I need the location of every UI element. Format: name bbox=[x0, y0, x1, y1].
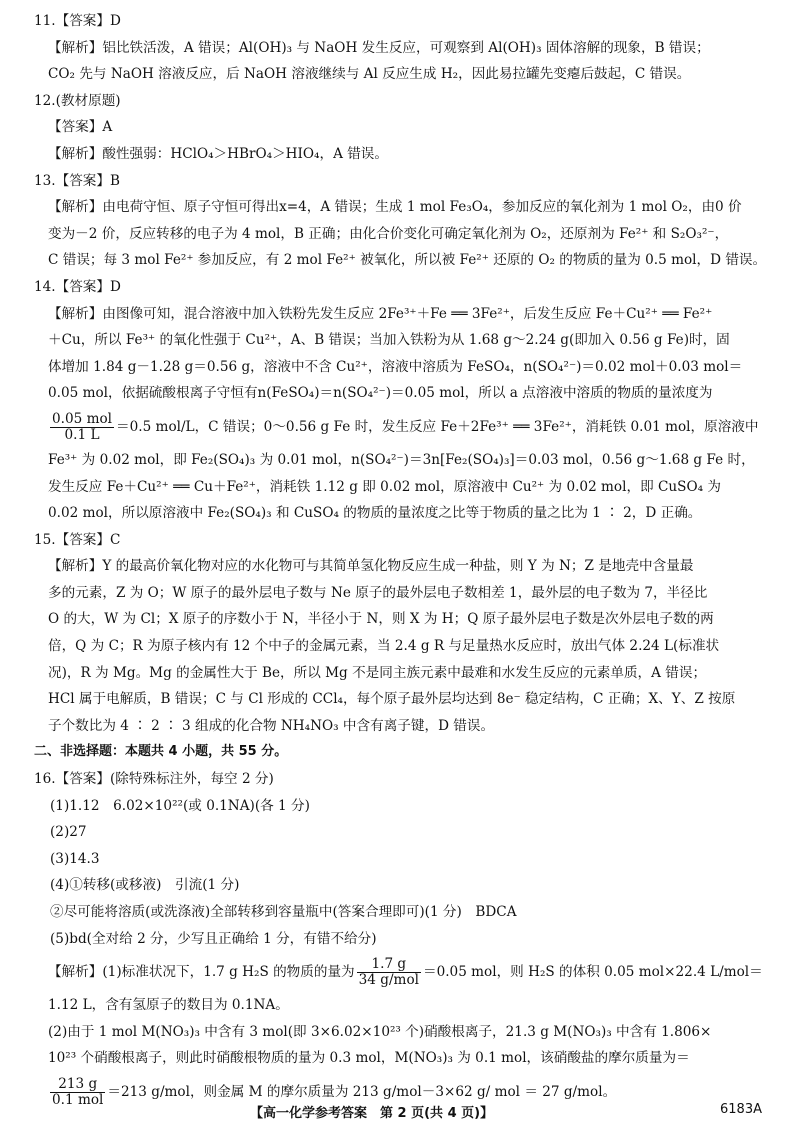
q14-explanation-7: 发生反应 Fe＋Cu²⁺ ══ Cu＋Fe²⁺，消耗铁 1.12 g 即 0.02 mol，原溶液中 Cu²⁺ 为 0.02 mol，即 CuSO₄ 为 bbox=[48, 478, 721, 495]
q16-answer-4b: ②尽可能将溶质(或洗涤液)全部转移到容量瓶中(答案合理即可)(1 分) BDCA bbox=[50, 904, 517, 920]
q16-explanation-1 bbox=[34, 952, 780, 992]
q16-explanation-1b: ＝0.05 mol，则 H₂S 的体积 0.05 mol×22.4 L/mol＝ bbox=[422, 964, 763, 981]
fraction-numerator: 1.7 g bbox=[357, 957, 421, 973]
q11-heading: 11.【答案】D bbox=[34, 13, 121, 29]
q15-explanation-5: 况)，R 为 Mg。Mg 的金属性大于 Be，所以 Mg 不是同主族元素中最难和水发生反应的元素单质，A 错误； bbox=[48, 664, 707, 681]
q14-explanation-6: Fe³⁺ 为 0.02 mol，即 Fe₂(SO₄)₃ 为 0.01 mol，n(SO₄²⁻)＝3n[Fe₂(SO₄)₃]＝0.03 mol，0.56 g～1.68 g Fe 时， bbox=[48, 451, 755, 468]
q13-heading: 13.【答案】B bbox=[34, 172, 120, 189]
q15-explanation-2: 多的元素，Z 为 O；W 原子的最外层电子数与 Ne 原子的最外层电子数相差 1，最外层的电子数为 7，半径比 bbox=[48, 584, 708, 601]
q16-answer-4: (4)①转移(或移液) 引流(1 分) bbox=[50, 877, 240, 894]
q16-answer-3: (3)14.3 bbox=[50, 850, 100, 867]
q11-explanation-1: 【解析】铝比铁活泼，A 错误；Al(OH)₃ 与 NaOH 发生反应，可观察到 Al(OH)₃ 固体溶解的现象，B 错误； bbox=[48, 39, 710, 56]
q15-explanation-6: HCl 属于电解质，B 错误；C 与 Cl 形成的 CCl₄，每个原子最外层均达到 8e⁻ 稳定结构，C 正确；X、Y、Z 按原 bbox=[48, 691, 736, 708]
q15-explanation-1: 【解析】Y 的最高价氧化物对应的水化物可与其简单氢化物反应生成一种盐，则 Y 为 N；Z 是地壳中含量最 bbox=[48, 558, 694, 575]
fraction-molar-mass bbox=[50, 1077, 105, 1108]
q14-explanation-8: 0.02 mol，所以原溶液中 Fe₂(SO₄)₃ 和 CuSO₄ 的物质的量浓度之比等于物质的量之比为 1 ∶ 2，D 正确。 bbox=[48, 505, 702, 522]
footer-page-info: 【高一化学参考答案 第 2 页(共 4 页)】 bbox=[250, 1106, 494, 1121]
fraction-denominator: 0.1 L bbox=[64, 426, 100, 443]
q16-explanation-2: 1.12 L，含有氢原子的数目为 0.1NA。 bbox=[48, 997, 289, 1014]
q15-explanation-3: O 的大，W 为 Cl；X 原子的序数小于 N，半径小于 N，则 X 为 H；Q 原子最外层电子数是次外层电子数的两 bbox=[48, 611, 714, 628]
q12-explanation-1: 【解析】酸性强弱：HClO₄＞HBrO₄＞HIO₄，A 错误。 bbox=[48, 145, 388, 162]
q16-explanation-4: 10²³ 个硝酸根离子，则此时硝酸根物质的量为 0.3 mol，M(NO₃)₃ 为 0.1 mol，该硝酸盐的摩尔质量为＝ bbox=[48, 1050, 690, 1067]
fraction-moles bbox=[357, 957, 421, 988]
q12-heading: 12.(教材原题) bbox=[34, 92, 121, 109]
q16-explanation-1a: 【解析】(1)标准状况下，1.7 g H₂S 的物质的量为 bbox=[48, 964, 355, 981]
q15-explanation-7: 子个数比为 4 ∶ 2 ∶ 3 组成的化合物 NH₄NO₃ 中含有离子键，D 错误。 bbox=[48, 717, 495, 734]
q13-explanation-3: C 错误；每 3 mol Fe²⁺ 参加反应，有 2 mol Fe²⁺ 被氧化，所以被 Fe²⁺ 还原的 O₂ 的物质的量为 0.5 mol，D 错误。 bbox=[48, 252, 767, 269]
q16-answer-1: (1)1.12 6.02×10²²(或 0.1NA)(各 1 分) bbox=[50, 797, 310, 814]
q16-explanation-5-text: ＝213 g/mol，则金属 M 的摩尔质量为 213 g/mol－3×62 g/ mol ＝ 27 g/mol。 bbox=[107, 1083, 617, 1100]
q14-explanation-5-text: ＝0.5 mol/L，C 错误；0～0.56 g Fe 时，发生反应 Fe＋2Fe³⁺ ══ 3Fe²⁺，消耗铁 0.01 mol，原溶液中 bbox=[116, 418, 759, 435]
q16-explanation-3: (2)由于 1 mol M(NO₃)₃ 中含有 3 mol(即 3×6.02×10²³ 个)硝酸根离子，21.3 g M(NO₃)₃ 中含有 1.806× bbox=[48, 1023, 712, 1040]
q16-answer-5: (5)bd(全对给 2 分，少写且正确给 1 分，有错不给分) bbox=[50, 930, 377, 947]
q16-answer-2: (2)27 bbox=[50, 824, 87, 841]
q12-answer: 【答案】A bbox=[48, 119, 113, 136]
q14-heading: 14.【答案】D bbox=[34, 278, 121, 295]
footer-code: 6183A bbox=[720, 1102, 762, 1117]
fraction-numerator: 213 g bbox=[50, 1077, 105, 1093]
fraction-denominator: 34 g/mol bbox=[358, 972, 419, 989]
fraction-concentration bbox=[50, 412, 114, 443]
fraction-denominator: 0.1 mol bbox=[52, 1091, 104, 1108]
q11-explanation-2: CO₂ 先与 NaOH 溶液反应，后 NaOH 溶液继续与 Al 反应生成 H₂，因此易拉罐先变瘪后鼓起，C 错误。 bbox=[48, 66, 691, 83]
q14-explanation-3: 体增加 1.84 g－1.28 g＝0.56 g，溶液中不含 Cu²⁺，溶液中溶质为 FeSO₄，n(SO₄²⁻)＝0.02 mol＋0.03 mol＝ bbox=[48, 358, 743, 375]
q15-heading: 15.【答案】C bbox=[34, 531, 121, 548]
q14-explanation-1: 【解析】由图像可知，混合溶液中加入铁粉先发生反应 2Fe³⁺＋Fe ══ 3Fe²⁺，后发生反应 Fe＋Cu²⁺ ══ Fe²⁺ bbox=[48, 305, 713, 322]
q14-explanation-5 bbox=[34, 407, 780, 447]
q14-explanation-2: ＋Cu，所以 Fe³⁺ 的氧化性强于 Cu²⁺，A、B 错误；当加入铁粉为从 1.68 g～2.24 g(即加入 0.56 g Fe)时，固 bbox=[48, 332, 730, 349]
q16-heading: 16.【答案】(除特殊标注外，每空 2 分) bbox=[34, 771, 274, 788]
q15-explanation-4: 倍，Q 为 C；R 为原子核内有 12 个中子的金属元素，当 2.4 g R 与足量热水反应时，放出气体 2.24 L(标准状 bbox=[48, 638, 720, 655]
fraction-numerator: 0.05 mol bbox=[52, 410, 113, 427]
section-heading: 二、非选择题：本题共 4 小题，共 55 分。 bbox=[34, 744, 288, 760]
q14-explanation-4: 0.05 mol，依据硫酸根离子守恒有n(FeSO₄)＝n(SO₄²⁻)＝0.05 mol，所以 a 点溶液中溶质的物质的量浓度为 bbox=[48, 385, 713, 402]
q13-explanation-1: 【解析】由电荷守恒、原子守恒可得出x=4，A 错误；生成 1 mol Fe₃O₄，参加反应的氧化剂为 1 mol O₂，由0 价 bbox=[48, 199, 742, 216]
q13-explanation-2: 变为－2 价，反应转移的电子为 4 mol，B 正确；由化合价变化可确定氧化剂为 O₂，还原剂为 Fe²⁺ 和 S₂O₃²⁻， bbox=[48, 225, 729, 242]
